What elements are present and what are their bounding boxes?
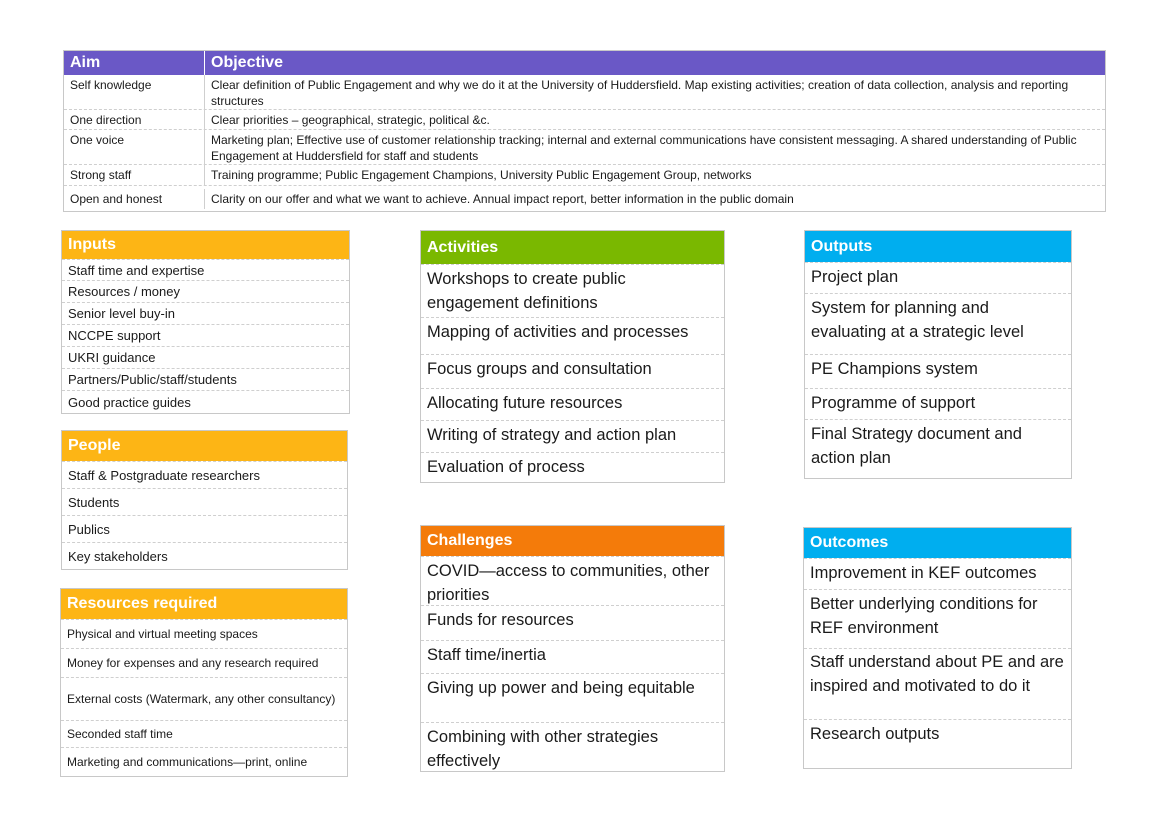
aims-objectives-table bbox=[63, 50, 1106, 212]
list-item: Project plan bbox=[805, 262, 1071, 293]
header-objective: Objective bbox=[211, 54, 284, 71]
list-item: Publics bbox=[62, 515, 347, 542]
list-item: PE Champions system bbox=[805, 354, 1071, 388]
aim-cell: One voice bbox=[64, 130, 205, 164]
challenges-title: Challenges bbox=[421, 526, 724, 556]
list-item: Improvement in KEF outcomes bbox=[804, 558, 1071, 589]
list-item: Final Strategy document and action plan bbox=[805, 419, 1071, 478]
inputs-panel bbox=[61, 230, 350, 414]
outputs-panel bbox=[804, 230, 1072, 479]
list-item: Programme of support bbox=[805, 388, 1071, 419]
list-item: Better underlying conditions for REF environment bbox=[804, 589, 1071, 648]
list-item: Writing of strategy and action plan bbox=[421, 420, 724, 452]
list-item: Staff & Postgraduate researchers bbox=[62, 461, 347, 488]
list-item: Senior level buy-in bbox=[62, 302, 349, 324]
table-row bbox=[64, 164, 1105, 185]
table-row bbox=[64, 75, 1105, 109]
list-item: Staff time/inertia bbox=[421, 640, 724, 673]
aim-cell: Strong staff bbox=[64, 165, 205, 185]
list-item: Giving up power and being equitable bbox=[421, 673, 724, 722]
list-item: Focus groups and consultation bbox=[421, 354, 724, 388]
list-item: Funds for resources bbox=[421, 605, 724, 640]
list-item: Physical and virtual meeting spaces bbox=[61, 619, 347, 648]
list-item: UKRI guidance bbox=[62, 346, 349, 368]
list-item: Students bbox=[62, 488, 347, 515]
table-row bbox=[64, 109, 1105, 129]
list-item: System for planning and evaluating at a strategic level bbox=[805, 293, 1071, 354]
objective-cell: Marketing plan; Effective use of customer relationship tracking; internal and external communications have consistent messaging. A shared understanding of Public Engagement at Huddersfield for staff and students bbox=[211, 133, 1077, 163]
people-title: People bbox=[62, 431, 347, 461]
aim-cell: One direction bbox=[64, 110, 205, 129]
activities-title: Activities bbox=[421, 231, 724, 264]
list-item: Allocating future resources bbox=[421, 388, 724, 420]
list-item: Staff time and expertise bbox=[62, 259, 349, 280]
list-item: Mapping of activities and processes bbox=[421, 317, 724, 354]
people-panel bbox=[61, 430, 348, 570]
list-item: Money for expenses and any research required bbox=[61, 648, 347, 677]
list-item: Partners/Public/staff/students bbox=[62, 368, 349, 390]
list-item: NCCPE support bbox=[62, 324, 349, 346]
challenges-panel bbox=[420, 525, 725, 772]
resources-title: Resources required bbox=[61, 589, 347, 619]
list-item: Staff understand about PE and are inspired and motivated to do it bbox=[804, 648, 1071, 719]
list-item: Evaluation of process bbox=[421, 452, 724, 482]
header-aim: Aim bbox=[64, 51, 205, 75]
list-item: Workshops to create public engagement definitions bbox=[421, 264, 724, 317]
table-header bbox=[64, 51, 1105, 75]
outcomes-panel bbox=[803, 527, 1072, 769]
list-item: Seconded staff time bbox=[61, 720, 347, 747]
activities-panel bbox=[420, 230, 725, 483]
list-item: COVID—access to communities, other priorities bbox=[421, 556, 724, 605]
aim-cell: Self knowledge bbox=[64, 75, 205, 109]
objective-cell: Clear priorities – geographical, strategic, political &c. bbox=[211, 113, 490, 127]
list-item: Combining with other strategies effectively bbox=[421, 722, 724, 771]
list-item: Marketing and communications—print, online bbox=[61, 747, 347, 776]
outputs-title: Outputs bbox=[805, 231, 1071, 262]
inputs-title: Inputs bbox=[62, 231, 349, 259]
aim-cell: Open and honest bbox=[64, 189, 205, 209]
list-item: Resources / money bbox=[62, 280, 349, 302]
objective-cell: Clarity on our offer and what we want to achieve. Annual impact report, better information in the public domain bbox=[211, 191, 794, 206]
outcomes-title: Outcomes bbox=[804, 528, 1071, 558]
table-row bbox=[64, 129, 1105, 164]
objective-cell: Training programme; Public Engagement Champions, University Public Engagement Group, networks bbox=[211, 168, 752, 182]
list-item: Good practice guides bbox=[62, 390, 349, 413]
objective-cell: Clear definition of Public Engagement and why we do it at the University of Huddersfield. Map existing activities; creation of data collection, analysis and reporting structures bbox=[211, 78, 1069, 108]
list-item: Key stakeholders bbox=[62, 542, 347, 569]
list-item: Research outputs bbox=[804, 719, 1071, 768]
table-row bbox=[64, 185, 1105, 211]
list-item: External costs (Watermark, any other consultancy) bbox=[61, 677, 347, 720]
resources-panel bbox=[60, 588, 348, 777]
